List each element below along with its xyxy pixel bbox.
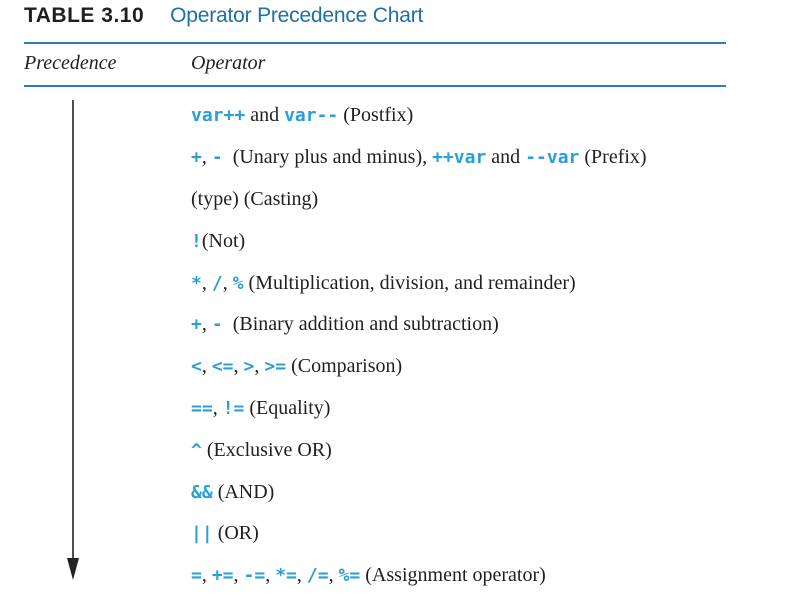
- operator-row: [191, 513, 751, 555]
- operator-symbol: ++var: [432, 147, 487, 169]
- header-rule: [24, 85, 726, 87]
- operator-symbol: >=: [264, 356, 287, 378]
- operator-description: (Unary plus and minus),: [222, 146, 433, 169]
- operator-description: (Binary addition and subtraction): [222, 313, 499, 336]
- operator-symbol: *=: [275, 565, 297, 587]
- operator-description: (Comparison): [286, 355, 403, 378]
- operator-list: [191, 95, 751, 597]
- operator-description: ,: [201, 271, 212, 294]
- operator-row: [191, 471, 751, 513]
- table-number: TABLE 3.10: [24, 4, 145, 27]
- operator-symbol: --var: [525, 147, 580, 169]
- operator-symbol: +: [191, 147, 202, 169]
- operator-symbol: /=: [306, 565, 329, 587]
- operator-symbol: -: [211, 314, 223, 336]
- operator-row: [191, 179, 751, 221]
- operator-description: (Assignment operator): [360, 564, 546, 587]
- operator-row: [191, 346, 751, 388]
- operator-description: ,: [233, 355, 244, 378]
- operator-description: (Multiplication, division, and remainder): [243, 271, 576, 294]
- operator-description: ,: [233, 564, 244, 587]
- operator-description: ,: [222, 271, 233, 294]
- operator-row: [191, 137, 751, 179]
- operator-description: and: [245, 104, 285, 127]
- table-caption: [24, 4, 423, 34]
- operator-symbol: !=: [222, 397, 245, 419]
- operator-row: [191, 262, 751, 304]
- operator-symbol: >: [243, 356, 255, 378]
- operator-symbol: +=: [211, 565, 234, 587]
- operator-description: (Not): [201, 229, 246, 252]
- operator-description: and: [486, 146, 526, 169]
- operator-symbol: ^: [191, 439, 202, 461]
- operator-row: [191, 95, 751, 137]
- operator-description: ,: [212, 396, 223, 419]
- operator-description: ,: [328, 564, 339, 587]
- operator-description: (AND): [212, 480, 275, 503]
- operator-symbol: /: [211, 272, 223, 294]
- operator-row: [191, 220, 751, 262]
- operator-symbol: var++: [191, 105, 246, 127]
- table-title: Operator Precedence Chart: [170, 4, 424, 27]
- operator-symbol: -: [211, 147, 223, 169]
- top-rule: [24, 42, 726, 44]
- operator-symbol: &&: [191, 481, 213, 503]
- operator-description: (OR): [212, 522, 259, 545]
- precedence-down-arrow-icon: [66, 100, 80, 580]
- operator-symbol: !: [191, 230, 202, 252]
- operator-row: [191, 555, 751, 597]
- operator-row: [191, 388, 751, 430]
- operator-symbol: ==: [191, 397, 213, 419]
- operator-symbol: %: [232, 272, 244, 294]
- operator-symbol: <: [191, 356, 202, 378]
- operator-description: ,: [201, 313, 212, 336]
- operator-description: (Exclusive OR): [201, 438, 332, 461]
- operator-symbol: ||: [191, 523, 213, 545]
- operator-symbol: -=: [243, 565, 266, 587]
- operator-symbol: *: [191, 272, 202, 294]
- operator-symbol: var--: [284, 105, 339, 127]
- operator-description: (Equality): [244, 396, 331, 419]
- operator-symbol: +: [191, 314, 202, 336]
- operator-description: (type) (Casting): [191, 187, 319, 210]
- operator-description: (Prefix): [579, 146, 647, 169]
- operator-description: (Postfix): [338, 104, 414, 127]
- column-header-precedence: Precedence: [24, 52, 117, 74]
- operator-symbol: %=: [338, 565, 361, 587]
- operator-description: ,: [265, 564, 276, 587]
- operator-row: [191, 429, 751, 471]
- operator-symbol: <=: [211, 356, 234, 378]
- operator-symbol: =: [191, 565, 202, 587]
- operator-row: [191, 304, 751, 346]
- column-header-operator: Operator: [191, 52, 266, 74]
- operator-description: ,: [201, 146, 212, 169]
- operator-description: ,: [201, 355, 212, 378]
- operator-description: ,: [254, 355, 265, 378]
- operator-description: ,: [296, 564, 307, 587]
- operator-description: ,: [201, 564, 212, 587]
